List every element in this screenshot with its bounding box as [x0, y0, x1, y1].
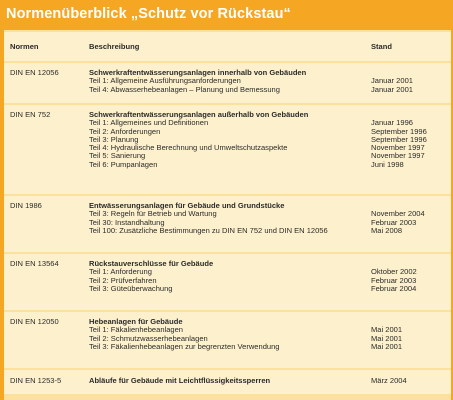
table-row	[4, 105, 451, 194]
norm-code: DIN 1986	[10, 201, 42, 210]
norm-code: DIN EN 1253-5	[10, 376, 62, 385]
date: Oktober 2002	[371, 267, 417, 277]
date: Februar 2003	[371, 217, 417, 227]
date: November 1997	[371, 151, 425, 161]
date: Mai 2001	[371, 325, 403, 335]
date: Juni 1998	[371, 159, 404, 169]
norms-table	[4, 30, 451, 400]
row-heading: Schwerkraftentwässerungsanlagen innerhalb von Gebäuden	[89, 68, 307, 77]
date: Februar 2004	[371, 283, 417, 293]
row-dates	[371, 268, 417, 293]
date: November 2004	[371, 209, 425, 219]
date: März 2004	[371, 376, 407, 385]
table-header	[4, 32, 451, 61]
date: Januar 2001	[371, 84, 413, 94]
row-description	[89, 69, 306, 94]
table-row	[4, 254, 451, 310]
row-dates	[371, 119, 427, 169]
part-line: Teil 1: Allgemeine Ausführungsanforderungen	[89, 76, 241, 86]
row-description	[89, 318, 280, 351]
norm-code: DIN EN 12050	[10, 317, 59, 326]
part-line: Teil 4: Abwasserhebeanlagen – Planung und Bemessung	[89, 84, 280, 94]
part-line: Teil 1: Allgemeines und Definitionen	[89, 118, 209, 128]
date: Mai 2001	[371, 333, 403, 343]
row-heading: Schwerkraftentwässerungsanlagen außerhalb von Gebäuden	[89, 110, 309, 119]
row-description	[89, 377, 270, 385]
table-row	[4, 370, 451, 394]
page-title: Normenüberblick „Schutz vor Rückstau“	[6, 6, 291, 22]
part-line: Teil 2: Anforderungen	[89, 126, 161, 136]
row-dates	[371, 377, 407, 385]
part-line: Teil 5: Sanierung	[89, 151, 146, 161]
row-heading: Entwässerungsanlagen für Gebäude und Grundstücke	[89, 201, 285, 210]
part-line: Teil 3: Planung	[89, 134, 139, 144]
table-row	[4, 196, 451, 252]
norm-code: DIN EN 752	[10, 110, 51, 119]
header-stand: Stand	[371, 42, 392, 51]
row-dates	[371, 77, 413, 94]
row-description	[89, 202, 328, 235]
part-line: Teil 1: Anforderung	[89, 267, 152, 277]
header-norm: Normen	[10, 42, 39, 51]
part-line: Teil 3: Regeln für Betrieb und Wartung	[89, 209, 217, 219]
part-line: Teil 3: Fäkalienhebeanlagen zur begrenzten Verwendung	[89, 341, 280, 351]
date: Januar 1996	[371, 118, 413, 128]
date: September 1996	[371, 126, 427, 136]
part-line: Teil 4: Hydraulische Berechnung und Umweltschutzaspekte	[89, 143, 288, 153]
norm-code: DIN EN 13564	[10, 259, 59, 268]
date: Mai 2001	[371, 341, 403, 351]
part-line: Teil 100: Zusätzliche Bestimmungen zu DIN EN 752 und DIN EN 12056	[89, 225, 328, 235]
part-line: Teil 2: Schmutzwasserhebeanlagen	[89, 333, 208, 343]
table-row	[4, 63, 451, 103]
row-heading: Abläufe für Gebäude mit Leichtflüssigkeitssperren	[89, 376, 271, 385]
row-heading: Hebeanlagen für Gebäude	[89, 317, 183, 326]
part-line: Teil 30: Instandhaltung	[89, 217, 165, 227]
date: November 1997	[371, 143, 425, 153]
table-row	[4, 312, 451, 368]
part-line: Teil 2: Prüfverfahren	[89, 275, 157, 285]
row-dates	[371, 210, 425, 235]
row-description	[89, 111, 308, 169]
date: Januar 2001	[371, 76, 413, 86]
part-line: Teil 1: Fäkalienhebeanlagen	[89, 325, 183, 335]
row-heading: Rückstauverschlüsse für Gebäude	[89, 259, 214, 268]
part-line: Teil 6: Pumpanlagen	[89, 159, 158, 169]
header-description: Beschreibung	[89, 42, 140, 51]
part-line: Teil 3: Güteüberwachung	[89, 283, 173, 293]
row-description	[89, 260, 213, 293]
date: September 1996	[371, 134, 427, 144]
date: Mai 2008	[371, 225, 403, 235]
norm-code: DIN EN 12056	[10, 68, 59, 77]
date: Februar 2003	[371, 275, 417, 285]
row-dates	[371, 326, 402, 351]
